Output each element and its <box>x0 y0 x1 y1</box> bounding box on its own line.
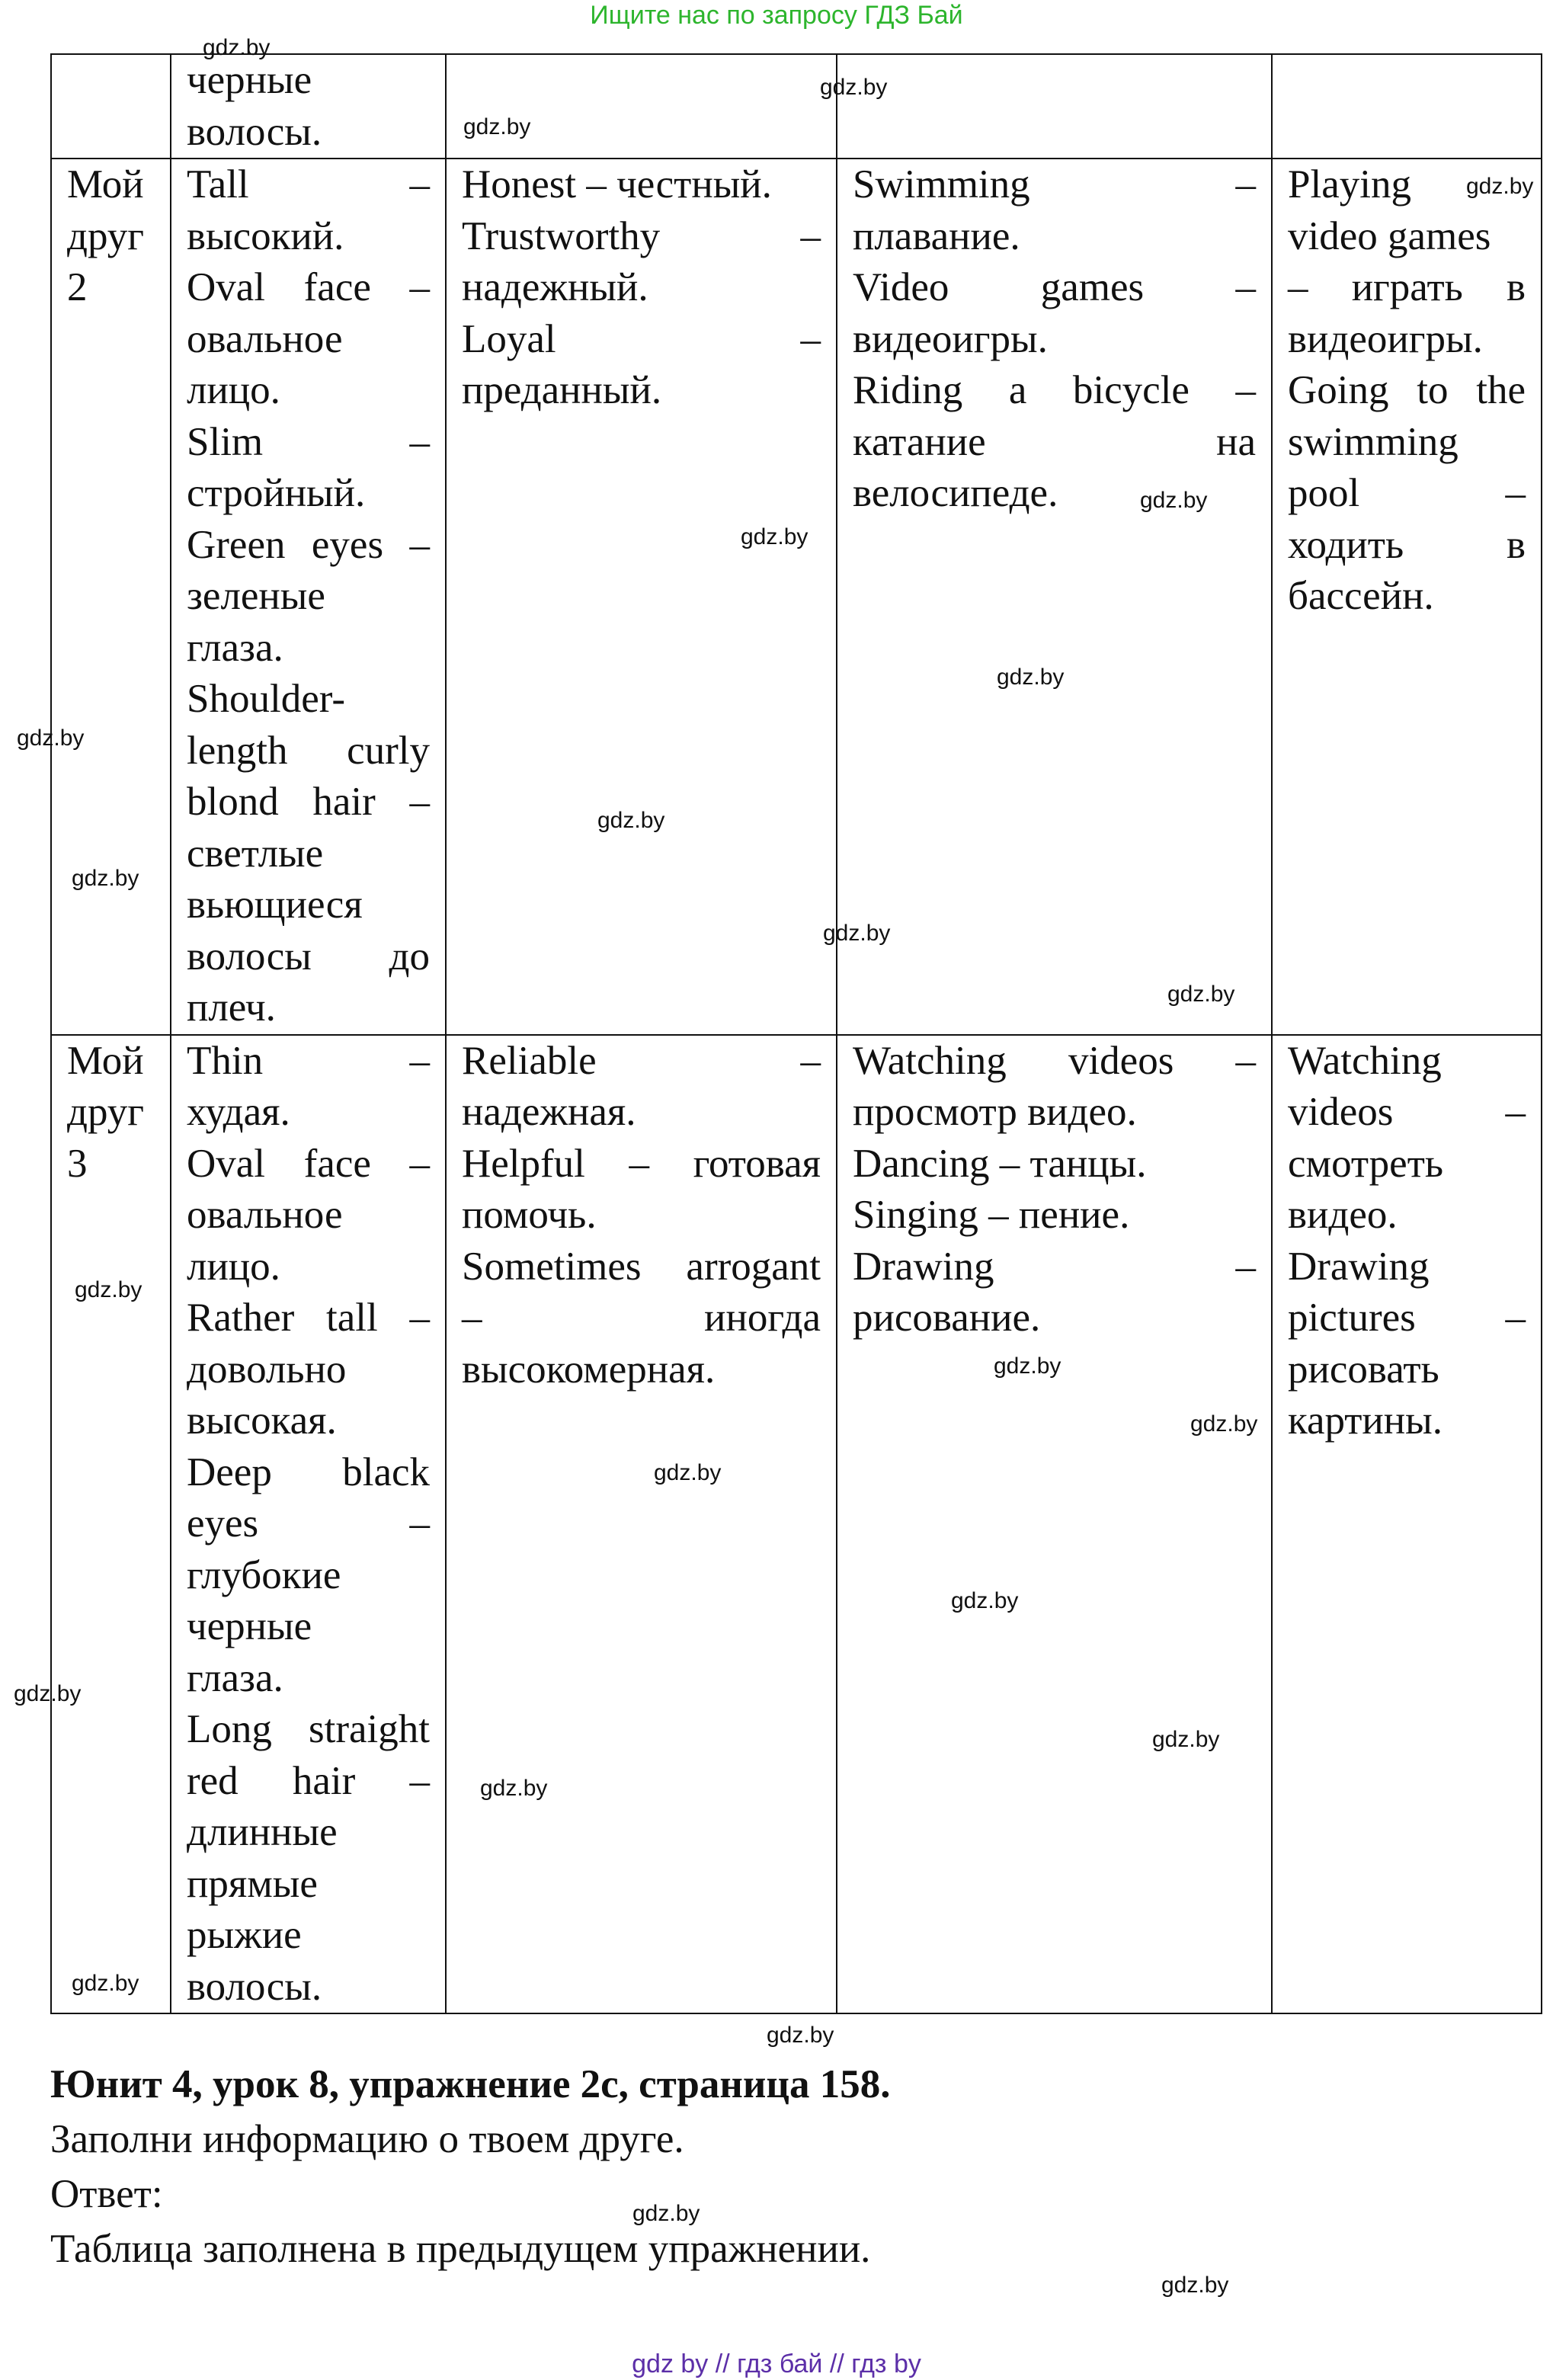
watermark: gdz.by <box>203 35 271 60</box>
cell-line: рисовать <box>1288 1347 1439 1392</box>
cell-line: Singing – пение. <box>853 1193 1130 1237</box>
watermark: gdz.by <box>597 808 665 833</box>
cell-line: катание на <box>853 419 1256 464</box>
cell-line: Oval face – <box>187 265 430 309</box>
cell-line: Deep black <box>187 1449 430 1494</box>
cell-line: Reliable – <box>462 1038 821 1083</box>
character-cell <box>446 1035 837 2014</box>
hobbies-cell <box>837 54 1272 159</box>
cell-line: друг <box>67 213 145 258</box>
cell-line: овальное <box>187 1193 343 1237</box>
cell-line: Thin – <box>187 1038 430 1083</box>
task-text: Заполни информацию о твоем друге. <box>50 2117 684 2161</box>
cell-line: Sometimes arrogant <box>462 1244 821 1289</box>
free-time-cell <box>1272 1035 1542 2014</box>
cell-line: плеч. <box>187 985 276 1030</box>
cell-line: рыжие <box>187 1913 302 1957</box>
cell-line: Shoulder- <box>187 677 345 721</box>
cell-line: волосы. <box>187 1964 322 2009</box>
cell-line: 2 <box>67 265 88 309</box>
cell-line: Oval face – <box>187 1141 430 1186</box>
cell-line: плавание. <box>853 213 1020 258</box>
watermark: gdz.by <box>654 1460 722 1485</box>
cell-line: Riding a bicycle – <box>853 368 1256 412</box>
cell-line: высокая. <box>187 1398 337 1443</box>
cell-line: глаза. <box>187 1655 283 1700</box>
cell-line: глаза. <box>187 625 283 670</box>
cell-line: надежная. <box>462 1090 636 1134</box>
cell-line: стройный. <box>187 471 366 515</box>
cell-line: Slim – <box>187 419 430 464</box>
cell-line: Watching <box>1288 1038 1442 1083</box>
cell-line: Drawing <box>1288 1244 1430 1289</box>
cell-line: светлые <box>187 831 324 876</box>
cell-line: худая. <box>187 1090 290 1134</box>
cell-line: Going to the <box>1288 368 1526 412</box>
cell-line: length curly <box>187 728 430 773</box>
appearance-cell <box>171 159 446 1035</box>
watermark: gdz.by <box>741 524 809 549</box>
cell-line: зеленые <box>187 574 325 618</box>
cell-line: смотреть <box>1288 1141 1444 1186</box>
appearance-cell <box>171 54 446 159</box>
friend-label-cell <box>51 1035 171 2014</box>
watermark: gdz.by <box>463 114 531 139</box>
exercise-heading: Юнит 4, урок 8, упражнение 2c, страница 158. <box>50 2062 891 2106</box>
cell-line: Long straight <box>187 1707 430 1751</box>
cell-line: длинные <box>187 1810 338 1854</box>
cell-line: велосипеде. <box>853 471 1058 515</box>
cell-line: высокомерная. <box>462 1347 716 1392</box>
cell-line: Drawing – <box>853 1244 1256 1289</box>
cell-line: прямые <box>187 1861 318 1906</box>
watermark: gdz.by <box>480 1776 548 1801</box>
answer-label: Ответ: <box>50 2172 163 2216</box>
hobbies-cell <box>837 159 1272 1035</box>
cell-line: Watching videos – <box>853 1038 1256 1083</box>
friend-label-cell <box>51 54 171 159</box>
cell-line: бассейн. <box>1288 574 1434 618</box>
cell-line: волосы. <box>187 109 322 154</box>
cell-line: лицо. <box>187 368 280 412</box>
cell-line: видеоигры. <box>853 316 1048 361</box>
top-search-hint[interactable]: Ищите нас по запросу ГДЗ Бай <box>590 1 963 30</box>
appearance-cell <box>171 1035 446 2014</box>
cell-line: pool – <box>1288 471 1526 515</box>
table-row <box>51 1035 1542 2014</box>
character-cell <box>446 159 837 1035</box>
cell-line: овальное <box>187 316 343 361</box>
cell-line: Мой <box>67 1038 144 1083</box>
cell-line: просмотр видео. <box>853 1090 1137 1134</box>
watermark: gdz.by <box>823 921 891 946</box>
watermark: gdz.by <box>72 1971 139 1996</box>
cell-line: картины. <box>1288 1398 1443 1443</box>
cell-line: Helpful – готовая <box>462 1141 821 1186</box>
cell-line: Video games – <box>853 265 1256 309</box>
cell-line: высокий. <box>187 213 344 258</box>
table-row <box>51 159 1542 1035</box>
cell-line: глубокие <box>187 1552 341 1597</box>
cell-line: swimming <box>1288 419 1459 464</box>
cell-line: Loyal – <box>462 316 821 361</box>
cell-line: Green eyes – <box>187 522 430 567</box>
cell-line: вьющиеся <box>187 882 363 927</box>
watermark: gdz.by <box>1167 982 1235 1007</box>
watermark: gdz.by <box>75 1277 142 1302</box>
cell-line: черные <box>187 58 312 102</box>
watermark: gdz.by <box>1190 1411 1258 1437</box>
cell-line: red hair – <box>187 1758 430 1803</box>
cell-line: видеоигры. <box>1288 316 1483 361</box>
watermark: gdz.by <box>994 1353 1061 1379</box>
watermark: gdz.by <box>1466 174 1534 199</box>
cell-line: Мой <box>67 162 144 207</box>
watermark: gdz.by <box>951 1588 1019 1613</box>
cell-line: довольно <box>187 1347 347 1392</box>
watermark: gdz.by <box>997 665 1065 690</box>
watermark: gdz.by <box>632 2201 700 2226</box>
cell-line: eyes – <box>187 1501 430 1546</box>
cell-line: videos – <box>1288 1090 1526 1134</box>
answer-text: Таблица заполнена в предыдущем упражнении. <box>50 2227 871 2271</box>
free-time-cell <box>1272 54 1542 159</box>
cell-line: рисование. <box>853 1296 1041 1340</box>
hobbies-cell <box>837 1035 1272 2014</box>
watermark: gdz.by <box>1161 2273 1229 2298</box>
watermark: gdz.by <box>820 75 888 100</box>
cell-line: – играть в <box>1288 265 1526 309</box>
cell-line: 3 <box>67 1141 88 1186</box>
cell-line: video games <box>1288 213 1491 258</box>
cell-line: черные <box>187 1604 312 1648</box>
watermark: gdz.by <box>1140 488 1208 513</box>
cell-line: blond hair – <box>187 780 430 824</box>
watermark: gdz.by <box>1152 1727 1220 1752</box>
table-row <box>51 54 1542 159</box>
cell-line: Playing <box>1288 162 1411 207</box>
cell-line: лицо. <box>187 1244 280 1289</box>
free-time-cell <box>1272 159 1542 1035</box>
cell-line: волосы до <box>187 934 430 979</box>
watermark: gdz.by <box>767 2023 834 2048</box>
cell-line: надежный. <box>462 265 648 309</box>
friends-table <box>50 53 1542 2014</box>
friend-label-cell <box>51 159 171 1035</box>
cell-line: – иногда <box>462 1296 821 1340</box>
footer-links[interactable]: gdz by // гдз бай // гдз by <box>632 2350 921 2378</box>
cell-line: Tall – <box>187 162 430 207</box>
watermark: gdz.by <box>72 866 139 891</box>
cell-line: Dancing – танцы. <box>853 1141 1147 1186</box>
cell-line: pictures – <box>1288 1296 1526 1340</box>
cell-line: Rather tall – <box>187 1296 430 1340</box>
cell-line: друг <box>67 1090 145 1134</box>
watermark: gdz.by <box>14 1681 82 1706</box>
cell-line: преданный. <box>462 368 662 412</box>
cell-line: ходить в <box>1288 522 1526 567</box>
cell-line: Swimming – <box>853 162 1256 207</box>
cell-line: видео. <box>1288 1193 1398 1237</box>
cell-line: Honest – честный. <box>462 162 772 207</box>
watermark: gdz.by <box>17 726 85 751</box>
cell-line: помочь. <box>462 1193 597 1237</box>
character-cell <box>446 54 837 159</box>
cell-line: Trustworthy – <box>462 213 821 258</box>
